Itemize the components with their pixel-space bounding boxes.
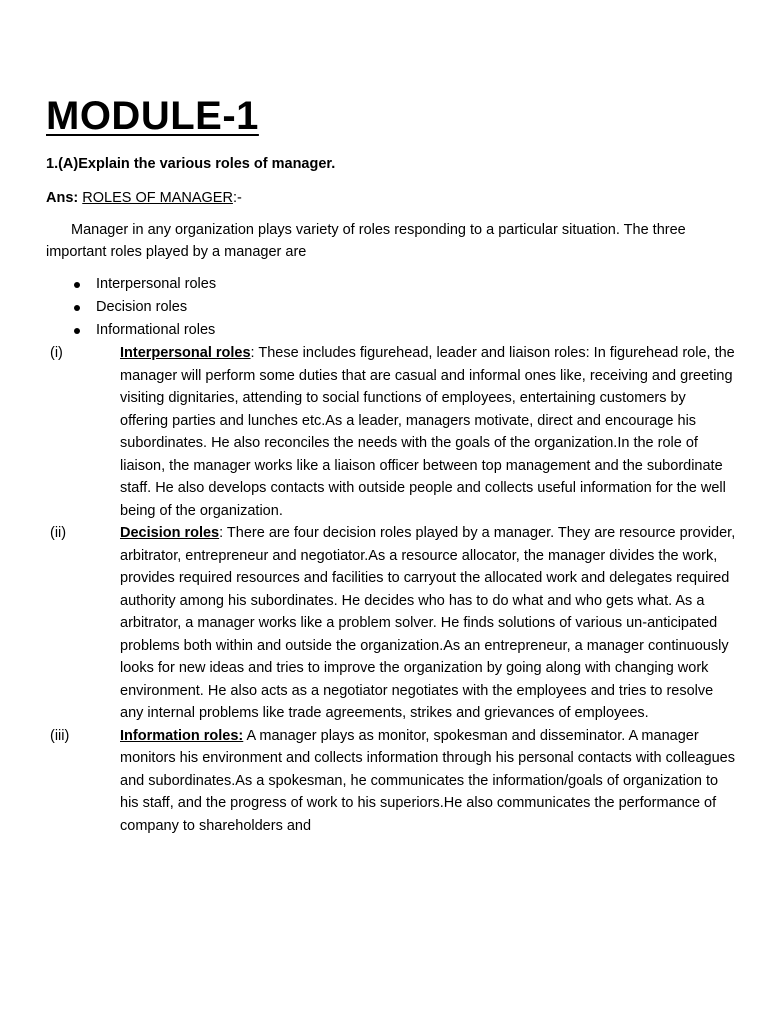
document-page (46, 92, 736, 837)
role-number: (iii) (50, 727, 70, 744)
role-title-suffix: : (219, 525, 224, 541)
role-interpersonal (46, 342, 736, 522)
bullet-item (96, 296, 736, 319)
bullet-icon (74, 328, 80, 334)
bullet-icon (74, 282, 80, 288)
answer-suffix: :- (232, 190, 242, 206)
role-information (46, 725, 736, 838)
role-text: A manager plays as monitor, spokesman and disseminator. A manager monitors his environment and collects information through his personal contacts with colleagues and subordinates.As a spokesman, he communicates the information/goals of organization to his staff, and the progress of work to his superiors.He also communicates the performance of company to shareholders and (120, 727, 735, 834)
answer-label: Ans: (46, 190, 79, 206)
bullet-item (96, 319, 736, 342)
role-number: (i) (50, 345, 63, 361)
role-text: There are four decision roles played by a manager. They are resource provider, arbitrator, entrepreneur and negotiator.As a resource allocator, the manager divides the work, provides required resources and facilities to carryout the allocated work and delegates required authority among his subordinates. He decides who has to do what and who gets what. As a arbitrator, a manager works like a problem solver. He finds solutions of various un-anticipated problems both within and outside the organization.As an entrepreneur, a manager continuously looks for new ideas and tries to improve the organization by going along with changing work environment. He also acts as a negotiator negotiates with the employees and tries to resolve any internal problems like trade agreements, strikes and grievances of employees. (120, 525, 736, 721)
role-title: Decision roles (120, 525, 220, 541)
role-title: Information roles: (120, 727, 244, 744)
question-heading: 1.(A)Explain the various roles of manager. (46, 156, 336, 172)
role-number: (ii) (50, 525, 67, 541)
roles-bullet-list (46, 273, 736, 342)
answer-heading: ROLES OF MANAGER (82, 190, 233, 206)
intro-paragraph: Manager in any organization plays variety of roles responding to a particular situation. The three important roles played by a manager are (46, 222, 686, 260)
bullet-text: Interpersonal roles (96, 276, 217, 292)
role-decision (46, 522, 736, 725)
bullet-item (96, 273, 736, 296)
module-title: MODULE-1 (46, 94, 259, 138)
bullet-text: Informational roles (96, 322, 216, 338)
role-text: These includes figurehead, leader and liaison roles: In figurehead role, the manager will perform some duties that are casual and informal ones like, receiving and greeting visiting dignitaries, attending to social functions of employees, entertaining customers by offering parties and lunches etc.As a leader, managers motivate, direct and encourage his subordinates. He also reconciles the needs with the goals of the organization.In the role of liaison, the manager works like a liaison officer between top management and the subordinate staff. He also develops contacts with outside people and collects useful information for the well being of the organization. (120, 345, 735, 519)
answer-line (46, 188, 736, 208)
role-title-suffix: : (250, 345, 255, 361)
bullet-icon (74, 305, 80, 311)
bullet-text: Decision roles (96, 299, 188, 315)
role-title: Interpersonal roles (120, 345, 251, 361)
